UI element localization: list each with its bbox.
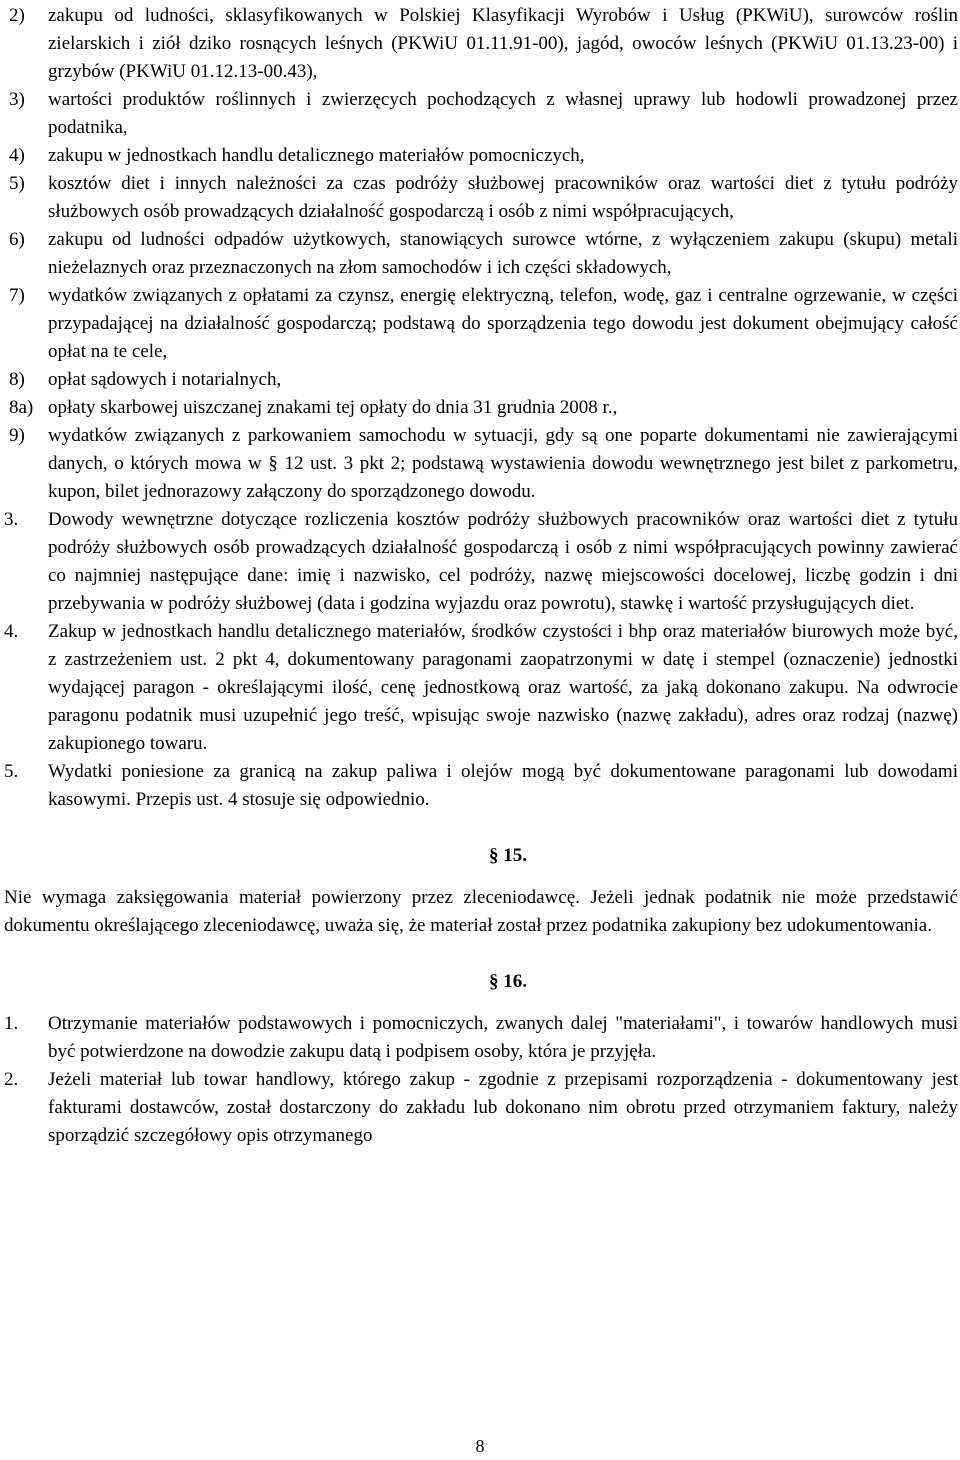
item-number: 2) [9,5,25,26]
item-number: 1. [4,1013,19,1034]
item-text: kosztów diet i innych należności za czas podróży służbowej pracowników oraz wartości diet z tytułu podróży służbowych osób prowadzących działalność gospodarczą i osób z nimi współpracujących, [48,173,958,222]
list-item [4,366,958,394]
section-heading-16: § 16. [489,971,527,992]
document-content [4,2,958,1150]
item-text: Dowody wewnętrzne dotyczące rozliczenia kosztów podróży służbowych pracowników oraz wartości diet z tytułu podróży służbowych osób prowadzących działalność gospodarczą i osób z nimi współpracujących powinny zawierać co najmniej następujące dane: imię i nazwisko, cel podróży, nazwę miejscowości docelowej, liczbę godzin i dni przebywania w podróży służbowej (data i godzina wyjazdu oraz powrotu), stawkę i wartość przysługujących diet. [48,509,958,614]
list-item [4,1010,958,1066]
item-number: 8a) [9,397,34,418]
item-text: wartości produktów roślinnych i zwierzęcych pochodzących z własnej uprawy lub hodowli prowadzonej przez podatnika, [48,89,958,138]
item-text: Jeżeli materiał lub towar handlowy, którego zakup - zgodnie z przepisami rozporządzenia - dokumentowany jest fakturami dostawców, został dostarczony do zakładu lub dokonano nim obrotu przed otrzymaniem faktury, należy sporządzić szczegółowy opis otrzymanego [48,1069,958,1146]
list-item [4,758,958,814]
section-16-list [4,1010,958,1150]
list-item [4,226,958,282]
item-text: opłaty skarbowej uiszczanej znakami tej opłaty do dnia 31 grudnia 2008 r., [48,397,618,418]
item-number: 5. [4,761,19,782]
item-number: 2. [4,1069,19,1090]
list-item [4,2,958,86]
list-item [4,1066,958,1150]
item-number: 4. [4,621,19,642]
list-item [4,142,958,170]
list-item [4,394,958,422]
sub-list [4,2,958,506]
list-item [4,506,958,618]
item-number: 6) [9,229,25,250]
list-item [4,170,958,226]
item-text: Zakup w jednostkach handlu detalicznego materiałów, środków czystości i bhp oraz materiałów biurowych może być, z zastrzeżeniem ust. 2 pkt 4, dokumentowany paragonami zaopatrzonymi w datę i stempel (oznaczenie) jednostki wydającej paragon - określającymi ilość, cenę jednostkową oraz wartość, za jaką dokonano zakupu. Na odwrocie paragonu podatnik musi uzupełnić jego treść, wpisując swoje nazwisko (nazwę zakładu), adres oraz rodzaj (nazwę) zakupionego towaru. [48,621,958,754]
item-text: zakupu w jednostkach handlu detalicznego materiałów pomocniczych, [48,145,585,166]
list-item [4,86,958,142]
item-number: 3. [4,509,19,530]
item-text: wydatków związanych z opłatami za czynsz, energię elektryczną, telefon, wodę, gaz i centralne ogrzewanie, w części przypadającej na działalność gospodarczą; podstawą do sporządzenia tego dowodu jest dokument obejmujący całość opłat na te cele, [48,285,958,362]
item-number: 7) [9,285,25,306]
page-number: 8 [475,1436,485,1456]
list-item [4,282,958,366]
item-text: wydatków związanych z parkowaniem samochodu w sytuacji, gdy są one poparte dokumentami nie zawierającymi danych, o których mowa w § 12 ust. 3 pkt 2; podstawą wystawienia dowodu wewnętrznego jest bilet z parkometru, kupon, bilet jednorazowy załączony do sporządzonego dowodu. [48,425,958,502]
section-heading-15: § 15. [489,845,527,866]
item-number: 3) [9,89,25,110]
item-number: 9) [9,425,25,446]
item-number: 8) [9,369,25,390]
item-text: opłat sądowych i notarialnych, [48,369,282,390]
item-number: 4) [9,145,25,166]
item-number: 5) [9,173,25,194]
item-text: zakupu od ludności, sklasyfikowanych w Polskiej Klasyfikacji Wyrobów i Usług (PKWiU), surowców roślin zielarskich i ziół dziko rosnących leśnych (PKWiU 01.11.91-00), jagód, owoców leśnych (PKWiU 01.13.23-00) i grzybów (PKWiU 01.12.13-00.43), [48,5,958,82]
section-15-paragraph: Nie wymaga zaksięgowania materiał powierzony przez zleceniodawcę. Jeżeli jednak podatnik nie może przedstawić dokumentu określającego zleceniodawcę, uważa się, że materiał został przez podatnika zakupiony bez udokumentowania. [4,887,958,936]
list-item [4,422,958,506]
main-list [4,506,958,814]
item-text: Otrzymanie materiałów podstawowych i pomocniczych, zwanych dalej "materiałami", i towarów handlowych musi być potwierdzone na dowodzie zakupu datą i podpisem osoby, która je przyjęła. [48,1013,958,1062]
item-text: zakupu od ludności odpadów użytkowych, stanowiących surowce wtórne, z wyłączeniem zakupu (skupu) metali nieżelaznych oraz przeznaczonych na złom samochodów i ich części składowych, [48,229,958,278]
list-item [4,618,958,758]
item-text: Wydatki poniesione za granicą na zakup paliwa i olejów mogą być dokumentowane paragonami lub dowodami kasowymi. Przepis ust. 4 stosuje się odpowiednio. [48,761,958,810]
